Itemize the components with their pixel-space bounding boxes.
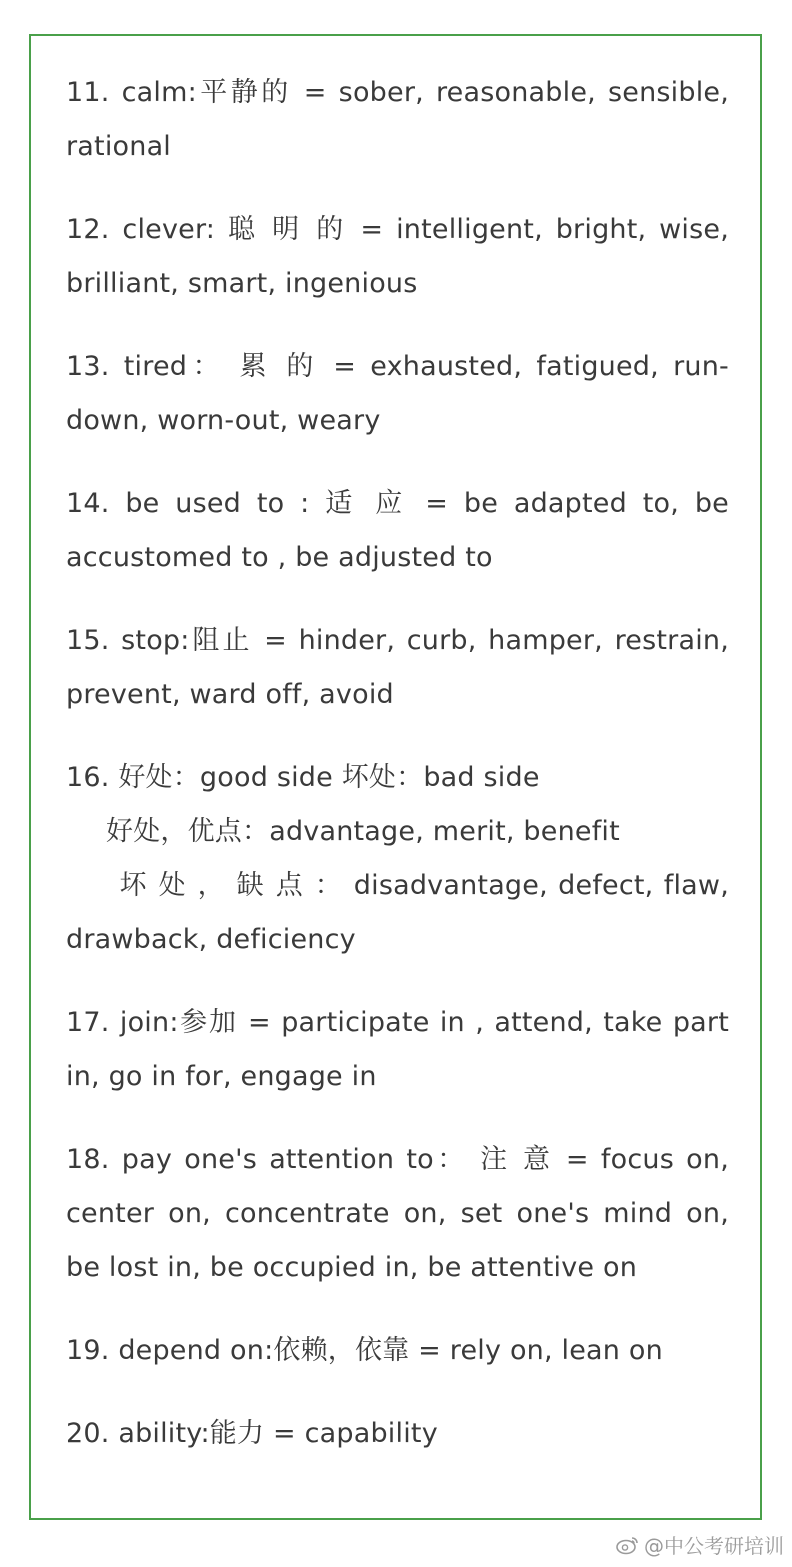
vocabulary-list [66, 66, 729, 1490]
entry-16-line-1: 16. 好处：good side 坏处：bad side [66, 762, 540, 793]
entry-16 [66, 751, 729, 967]
watermark-text: @中公考研培训 [644, 1534, 784, 1558]
entry-19: 19. depend on:依赖，依靠 = rely on, lean on [66, 1335, 663, 1366]
entry-16-line-3-text: 坏 处 ， 缺 点 ： disadvantage, defect, flaw, drawback, deficiency [66, 870, 729, 955]
entry-12: 12. clever: 聪 明 的 = intelligent, bright, wise, brilliant, smart, ingenious [66, 214, 729, 299]
entry-13: 13. tired： 累 的 = exhausted, fatigued, run-down, worn-out, weary [66, 351, 729, 436]
watermark [616, 1530, 784, 1559]
entry-15: 15. stop:阻止 = hinder, curb, hamper, restrain, prevent, ward off, avoid [66, 625, 729, 710]
entry-11: 11. calm:平静的 = sober, reasonable, sensible, rational [66, 77, 729, 162]
entry-20: 20. ability:能力 = capability [66, 1418, 438, 1449]
weibo-icon [616, 1535, 640, 1555]
entry-16-line-2: 好处，优点：advantage, merit, benefit [106, 816, 620, 847]
entry-17: 17. join:参加 = participate in , attend, take part in, go in for, engage in [66, 1007, 729, 1092]
vocabulary-card [29, 34, 762, 1520]
entry-14: 14. be used to : 适 应 = be adapted to, be accustomed to , be adjusted to [66, 488, 729, 573]
entry-16-line-3 [66, 859, 729, 967]
entry-18: 18. pay one's attention to： 注 意 = focus on, center on, concentrate on, set one's mind on, be lost in, be occupied in, be attentive on [66, 1144, 729, 1283]
